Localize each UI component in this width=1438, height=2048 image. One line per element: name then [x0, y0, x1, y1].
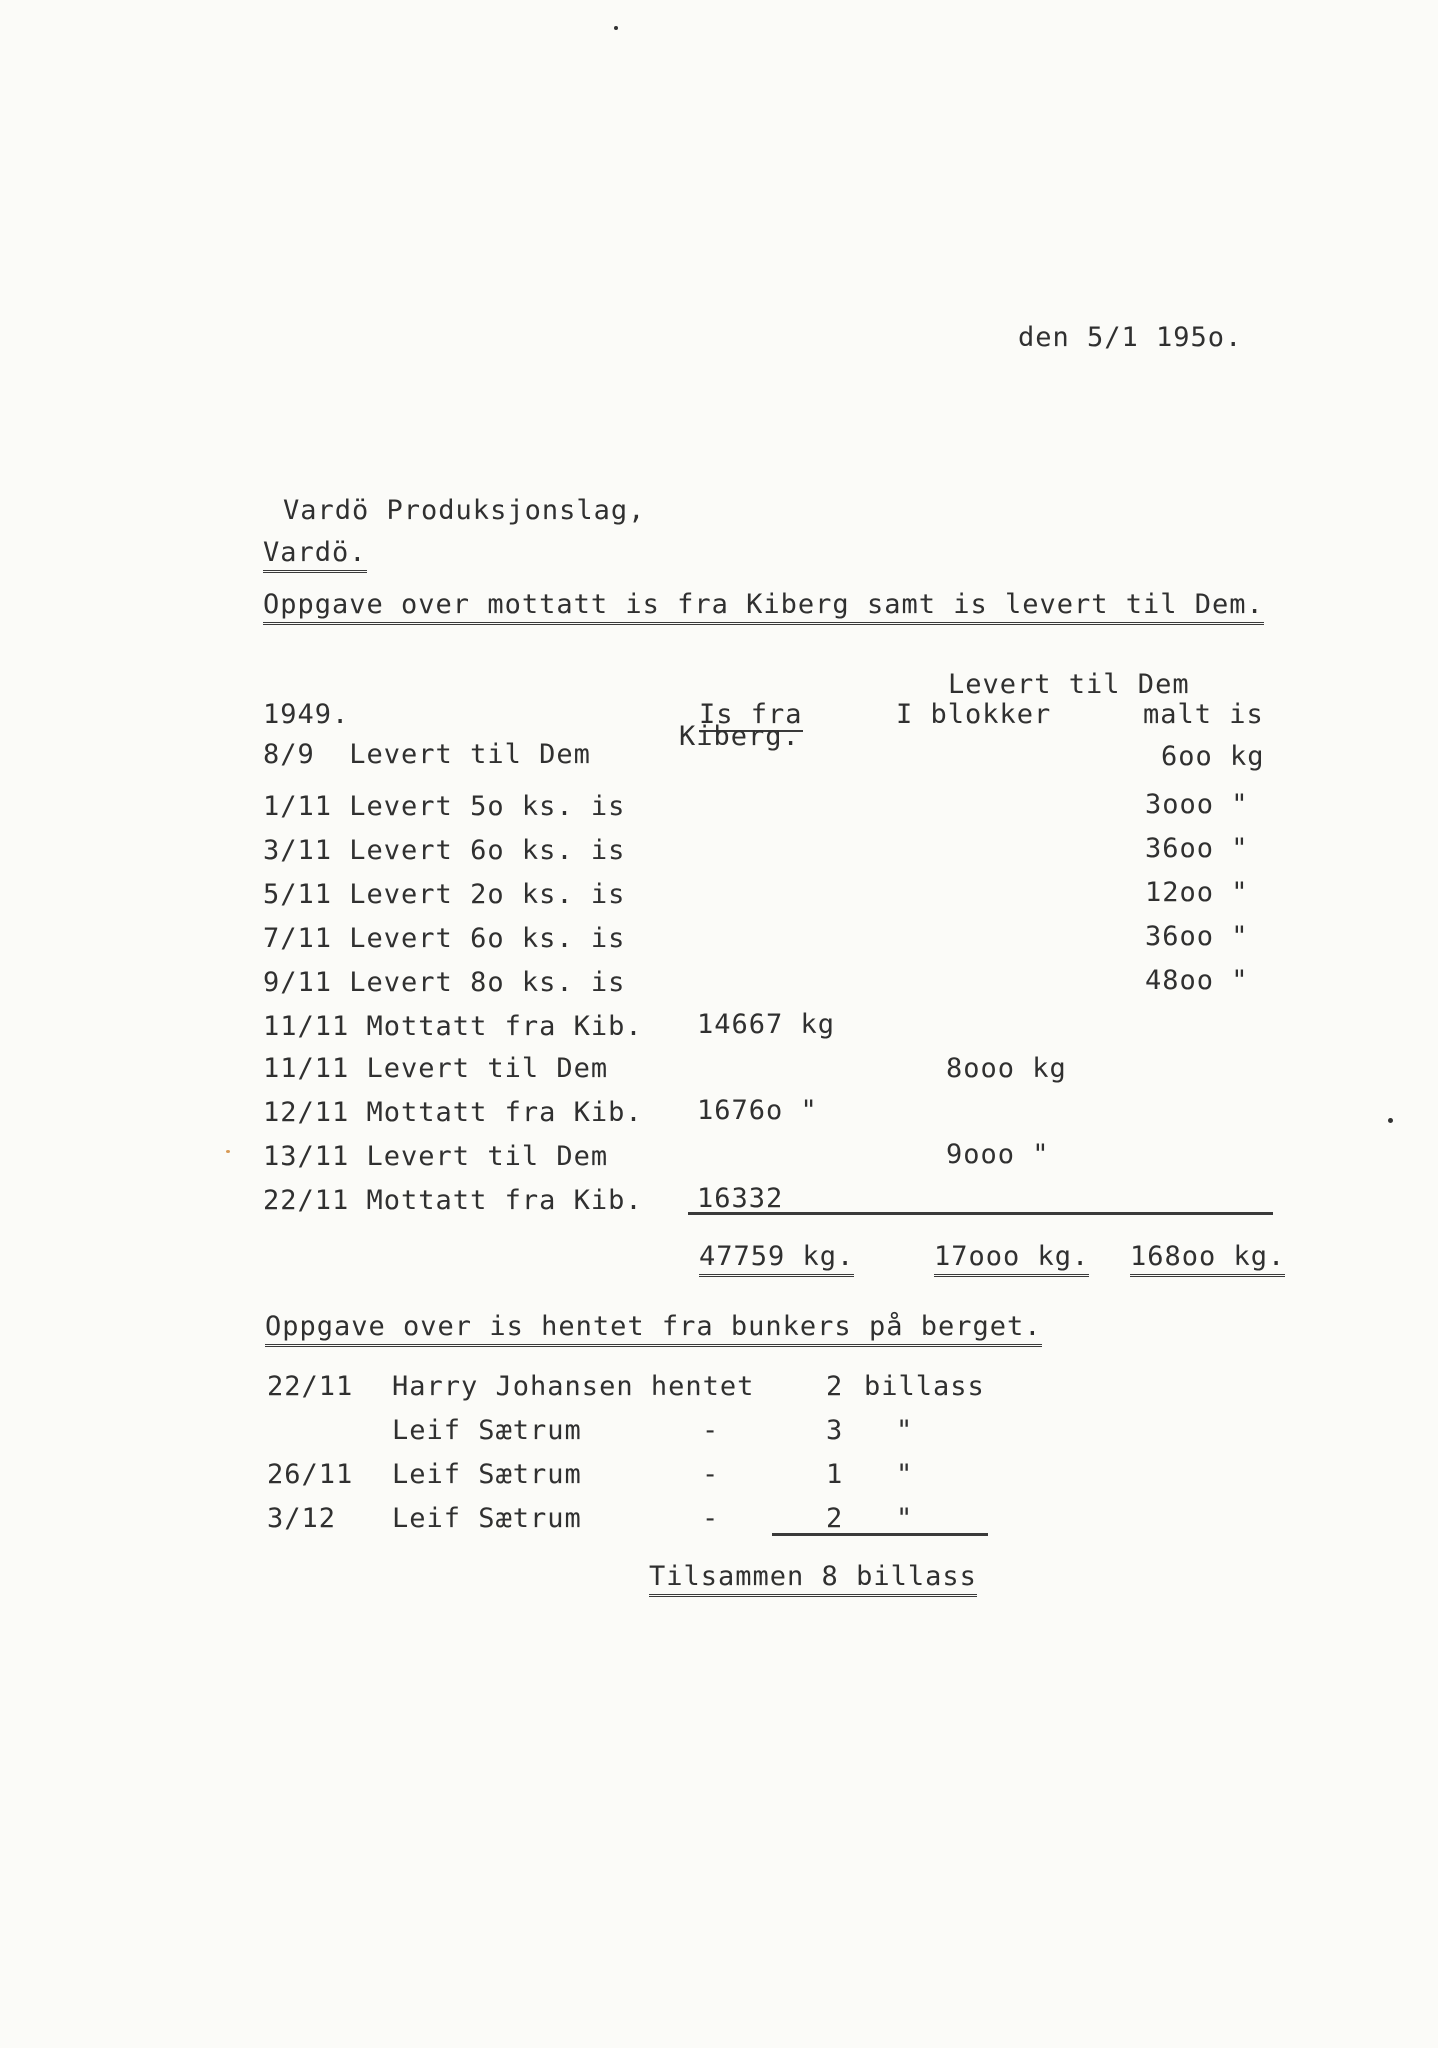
pickup-name: Harry Johansen hentet: [392, 1371, 755, 1402]
pickup-sum-rule: [772, 1533, 988, 1536]
total-blokker: 17ooo kg.: [934, 1242, 1089, 1277]
scan-speck: [1388, 1118, 1393, 1123]
row-label: 22/11 Mottatt fra Kib.: [263, 1185, 643, 1216]
pickup-name: Leif Sætrum: [392, 1459, 582, 1490]
pickup-date: 22/11: [267, 1371, 354, 1402]
heading-bunkers: Oppgave over is hentet fra bunkers på berget.: [265, 1312, 1042, 1347]
pickup-date: 3/12: [267, 1503, 337, 1534]
pickup-unit: billass: [864, 1371, 985, 1402]
pickup-dash: -: [702, 1415, 720, 1446]
pickup-dash: -: [702, 1503, 720, 1534]
heading-ice-overview: Oppgave over mottatt is fra Kiberg samt is levert til Dem.: [263, 590, 1264, 625]
scan-speck: [226, 1150, 230, 1153]
pickup-date: 26/11: [267, 1459, 354, 1490]
pickup-count: 2: [826, 1503, 844, 1534]
pickup-name: Leif Sætrum: [392, 1415, 582, 1446]
row-label: 3/11 Levert 6o ks. is: [263, 835, 626, 866]
pickup-dash: -: [702, 1459, 720, 1490]
row-malt: 12oo ": [1145, 877, 1249, 908]
row-kiberg: 14667 kg: [697, 1009, 836, 1040]
pickup-count: 2: [826, 1371, 844, 1402]
row-label: 1/11 Levert 5o ks. is: [263, 791, 626, 822]
total-malt: 168oo kg.: [1130, 1242, 1285, 1277]
pickup-unit: ": [896, 1415, 914, 1446]
row-kiberg: 16332: [697, 1183, 784, 1214]
row-kiberg: 1676o ": [697, 1095, 818, 1126]
pickup-total: Tilsammen 8 billass: [649, 1562, 977, 1597]
col-kiberg-header: Kiberg.: [679, 721, 800, 752]
total-kiberg: 47759 kg.: [699, 1242, 854, 1277]
recipient-name: Vardö Produksjonslag,: [283, 495, 646, 526]
sum-rule: [688, 1212, 1273, 1215]
col-blokker-header: I blokker: [896, 699, 1052, 730]
row-malt: 36oo ": [1145, 833, 1249, 864]
table-year: 1949.: [263, 699, 350, 730]
row-malt: 3ooo ": [1145, 789, 1249, 820]
recipient-city: Vardö.: [263, 538, 367, 573]
pickup-count: 1: [826, 1459, 844, 1490]
row-malt: 6oo kg: [1161, 741, 1265, 772]
row-label: 13/11 Levert til Dem: [263, 1141, 609, 1172]
row-label: 8/9 Levert til Dem: [263, 739, 591, 770]
col-is-fra-header: Is fra: [699, 699, 803, 730]
row-malt: 36oo ": [1145, 921, 1249, 952]
row-label: 11/11 Mottatt fra Kib.: [263, 1011, 643, 1042]
scan-speck: [614, 26, 618, 30]
row-label: 7/11 Levert 6o ks. is: [263, 923, 626, 954]
pickup-unit: ": [896, 1459, 914, 1490]
row-blokker: 8ooo kg: [946, 1053, 1067, 1084]
row-malt: 48oo ": [1145, 965, 1249, 996]
row-label: 5/11 Levert 2o ks. is: [263, 879, 626, 910]
pickup-count: 3: [826, 1415, 844, 1446]
col-malt-header: malt is: [1143, 699, 1264, 730]
letter-date: den 5/1 195o.: [1018, 322, 1243, 353]
col-levert-til-dem-header: Levert til Dem: [948, 669, 1190, 700]
row-label: 9/11 Levert 8o ks. is: [263, 967, 626, 998]
row-label: 11/11 Levert til Dem: [263, 1053, 609, 1084]
row-blokker: 9ooo ": [946, 1139, 1050, 1170]
pickup-name: Leif Sætrum: [392, 1503, 582, 1534]
pickup-unit: ": [896, 1503, 914, 1534]
row-label: 12/11 Mottatt fra Kib.: [263, 1097, 643, 1128]
